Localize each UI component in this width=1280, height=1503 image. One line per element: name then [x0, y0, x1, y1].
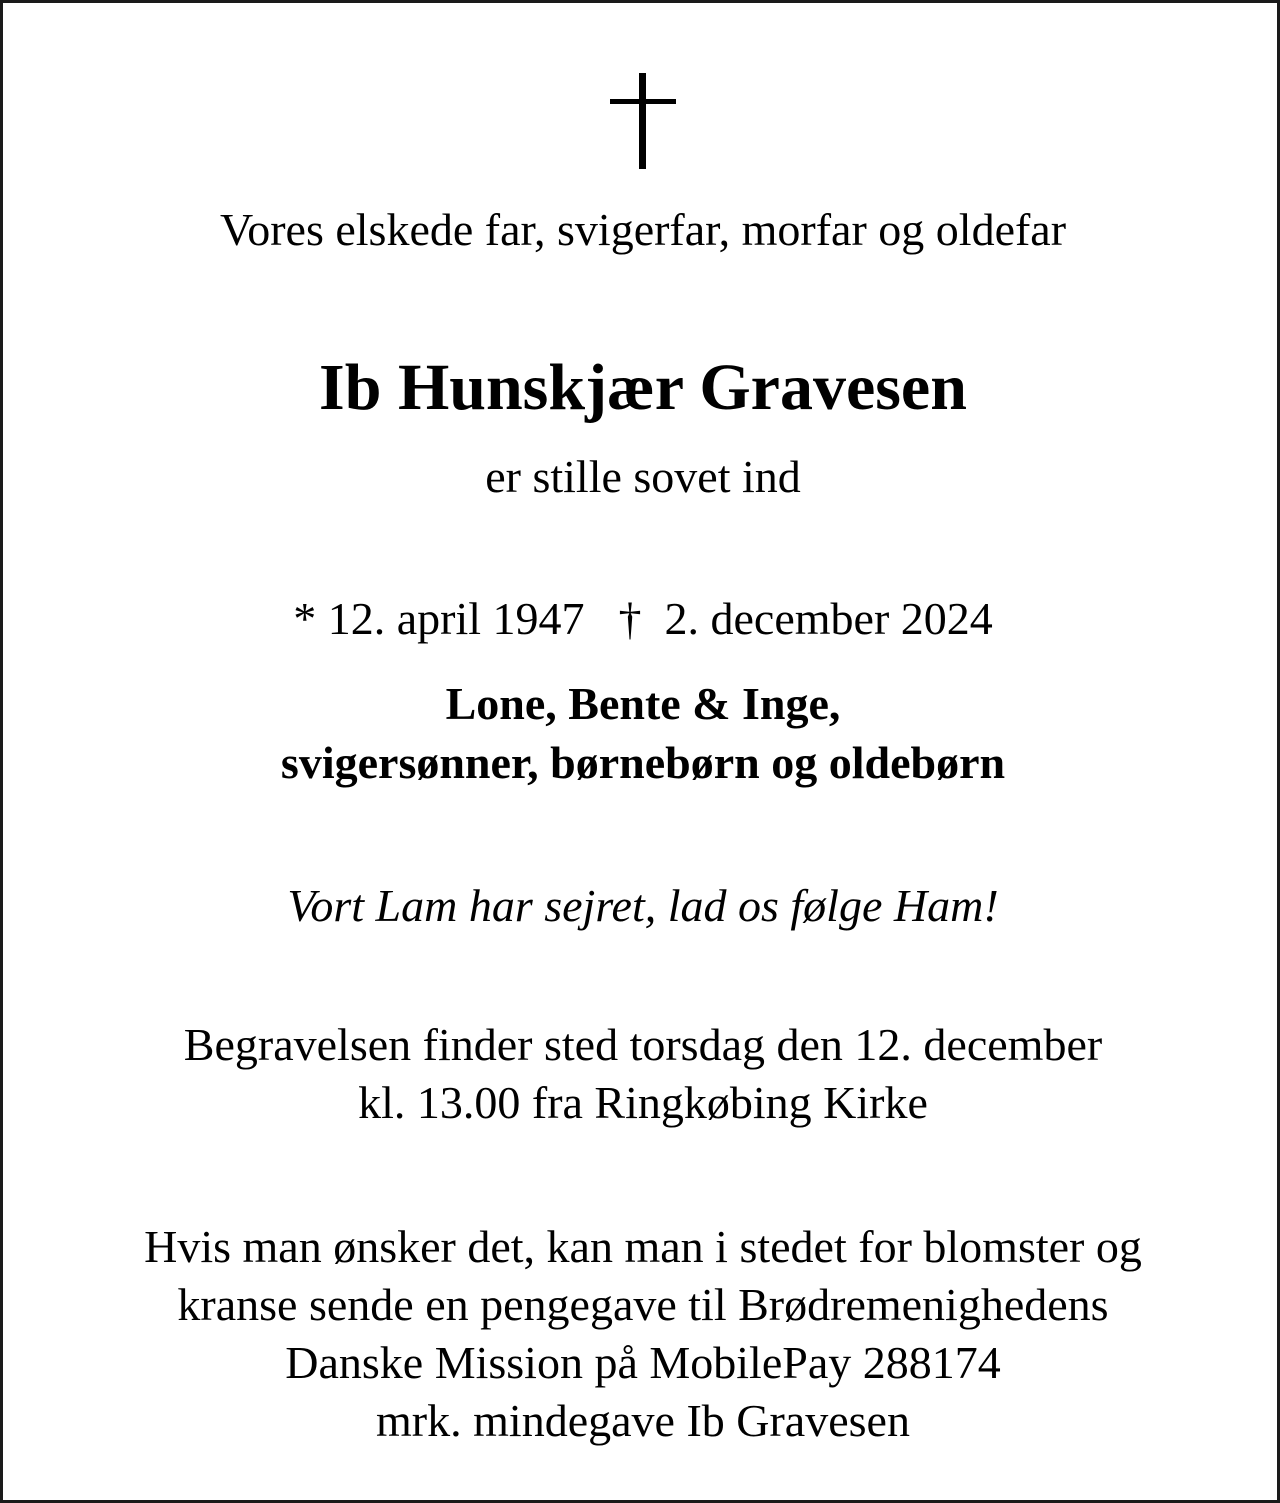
- cross-icon: [3, 71, 1280, 171]
- donation-line: kranse sende en pengegave til Brødremenighedens: [177, 1279, 1109, 1330]
- deceased-name: Ib Hunskjær Gravesen: [319, 351, 967, 424]
- donation-line: mrk. mindegave Ib Gravesen: [376, 1395, 910, 1446]
- family-line: svigersønner, børnebørn og oldebørn: [280, 737, 1006, 788]
- donation-line: Danske Mission på MobilePay 288174: [285, 1337, 1001, 1388]
- funeral-line: kl. 13.00 fra Ringkøbing Kirke: [358, 1077, 928, 1128]
- death-date: 2. december 2024: [664, 593, 993, 644]
- donation-line: Hvis man ønsker det, kan man i stedet for blomster og: [144, 1221, 1142, 1272]
- family-line: Lone, Bente & Inge,: [445, 678, 841, 729]
- birth-date: * 12. april 1947: [293, 593, 585, 644]
- subtitle-text: er stille sovet ind: [485, 451, 801, 502]
- quote-text: Vort Lam har sejret, lad os følge Ham!: [287, 880, 999, 931]
- dagger-icon: †: [618, 593, 642, 644]
- funeral-line: Begravelsen finder sted torsdag den 12. december: [183, 1019, 1103, 1070]
- life-dates: [3, 593, 1280, 644]
- intro-text: Vores elskede far, svigerfar, morfar og oldefar: [219, 204, 1067, 255]
